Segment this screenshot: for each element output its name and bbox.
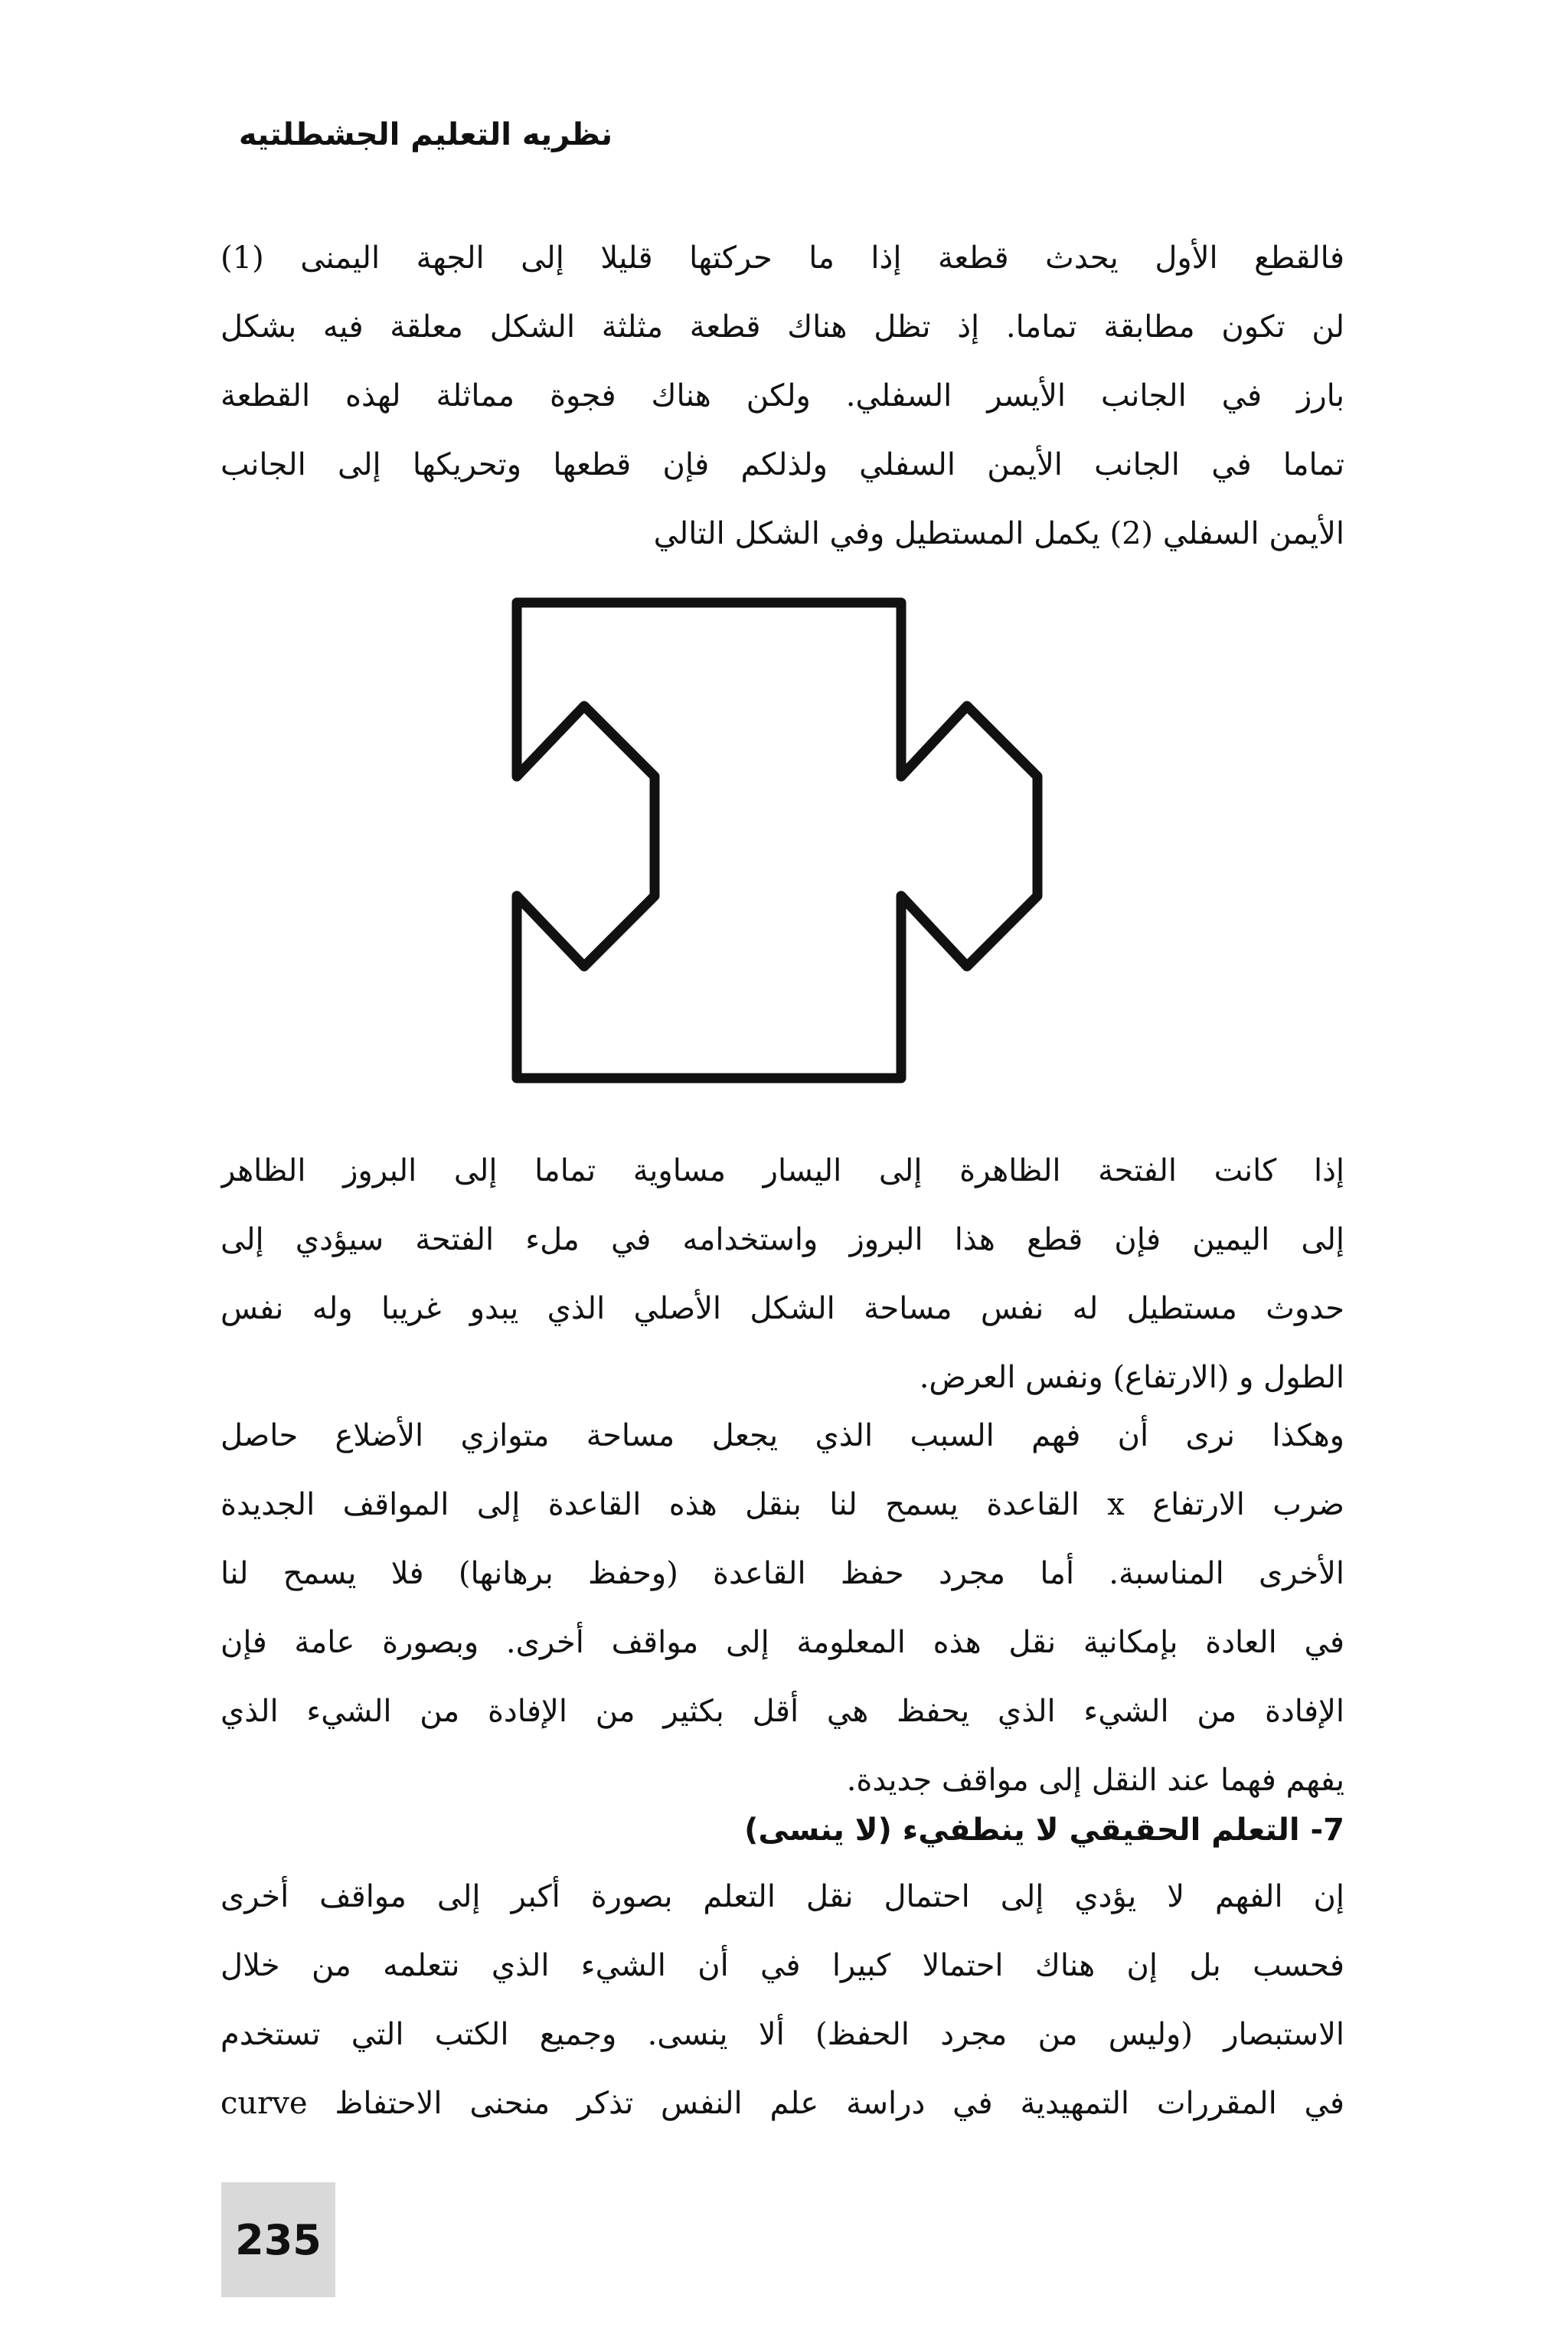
text-line: الأيمن السفلي (2) يكمل المستطيل وفي الشكل التالي [653,516,1344,551]
text-line: يفهم فهما عند النقل إلى مواقف جديدة. [846,1763,1344,1798]
paragraph-3 [220,1401,1344,1815]
page-number-box [221,2182,335,2297]
text-line: حدوث مستطيل له نفس مساحة الشكل الأصلي الذي يبدو غريبا وله نفس [220,1291,1344,1326]
running-header: نظريه التعليم الجشطلتيه [238,117,612,152]
text-line: وهكذا نرى أن فهم السبب الذي يجعل مساحة متوازي الأضلاع حاصل [220,1418,1344,1453]
text-line: بارز في الجانب الأيسر السفلي. ولكن هناك فجوة مماثلة لهذه القطعة [220,378,1344,413]
text-line: إن الفهم لا يؤدي إلى احتمال نقل التعلم بصورة أكبر إلى مواقف أخرى [220,1879,1344,1914]
figure-svg [501,590,1068,1095]
text-line: الطول و (الارتفاع) ونفس العرض. [919,1360,1344,1395]
text-line: تماما في الجانب الأيمن السفلي ولذلكم فإن قطعها وتحريكها إلى الجانب [220,447,1344,482]
text-line: في المقررات التمهيدية في دراسة علم النفس تذكر منحنى الاحتفاظ curve [220,2086,1344,2121]
paragraph-4 [220,1862,1344,2138]
paragraph-1 [220,224,1344,568]
text-line: فحسب بل إن هناك احتمالا كبيرا في أن الشيء الذي نتعلمه من خلال [220,1948,1344,1983]
paragraph-2 [220,1136,1344,1412]
text-line: فالقطع الأول يحدث قطعة إذا ما حركتها قليلا إلى الجهة اليمنى (1) [220,240,1344,276]
text-line: ضرب الارتفاع x القاعدة يسمح لنا بنقل هذه القاعدة إلى المواقف الجديدة [220,1487,1344,1522]
text-line: لن تكون مطابقة تماما. إذ تظل هناك قطعة مثلثة الشكل معلقة فيه بشكل [220,309,1344,345]
text-line: الإفادة من الشيء الذي يحفظ هي أقل بكثير من الإفادة من الشيء الذي [220,1694,1344,1729]
text-line: الأخرى المناسبة. أما مجرد حفظ القاعدة (وحفظ برهانها) فلا يسمح لنا [220,1556,1344,1591]
page-number: 235 [235,2215,322,2264]
section-heading: 7- التعلم الحقيقي لا ينطفيء (لا ينسى) [744,1812,1344,1848]
puzzle-rectangle-figure [501,590,1068,1095]
text-line: إذا كانت الفتحة الظاهرة إلى اليسار مساوية تماما إلى البروز الظاهر [220,1153,1344,1188]
text-line: في العادة بإمكانية نقل هذه المعلومة إلى مواقف أخرى. وبصورة عامة فإن [220,1625,1344,1660]
text-line: الاستبصار (وليس من مجرد الحفظ) ألا ينسى. وجميع الكتب التي تستخدم [220,2017,1344,2052]
figure-outline [517,603,1037,1078]
text-line: إلى اليمين فإن قطع هذا البروز واستخدامه في ملء الفتحة سيؤدي إلى [220,1222,1344,1257]
